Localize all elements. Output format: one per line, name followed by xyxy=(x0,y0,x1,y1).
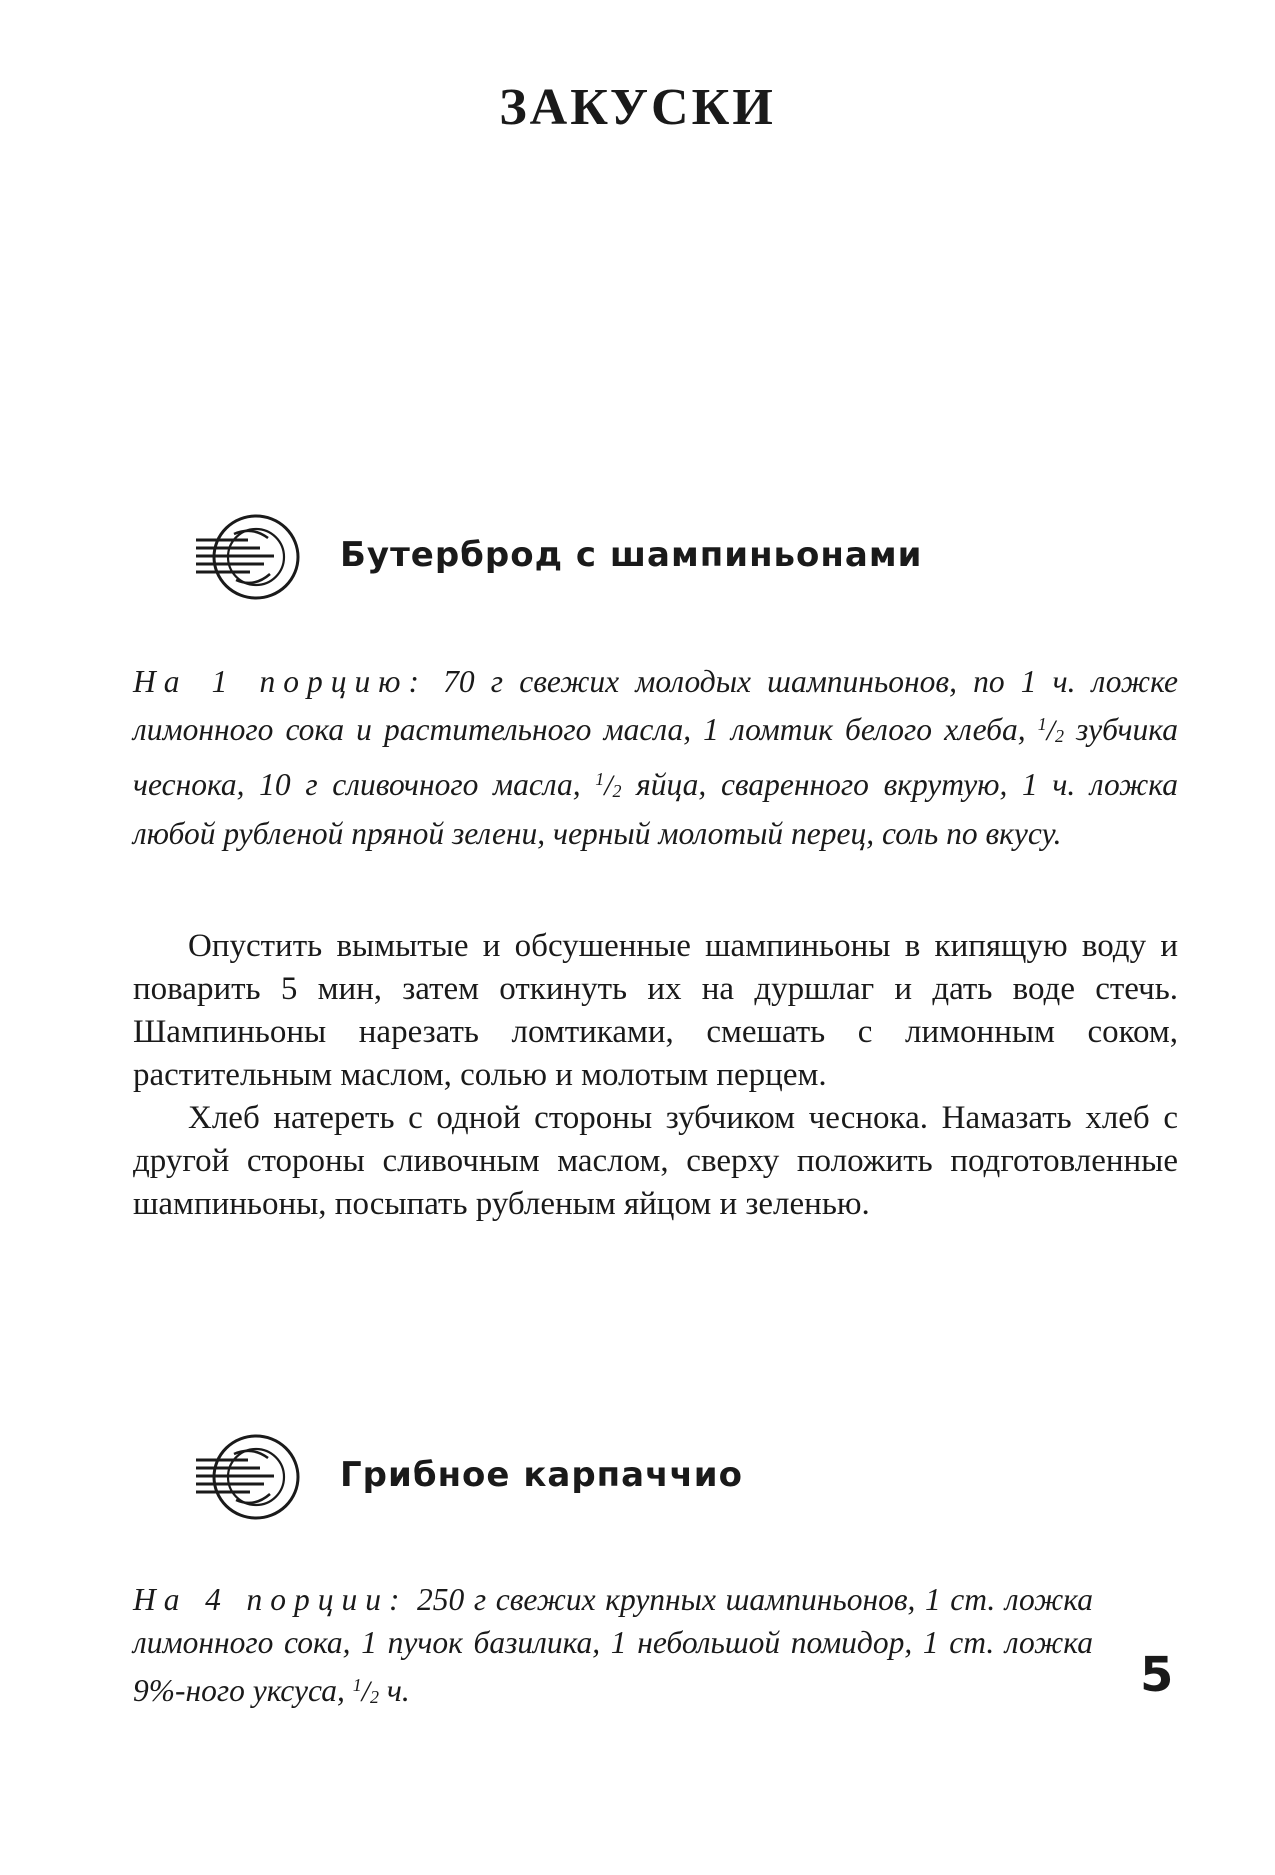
ingredients-text: ч. xyxy=(378,1672,410,1708)
ingredients-text: 250 г свежих крупных шампиньонов, 1 ст. ложка лимонного сока, 1 пучок базилика, 1 небольшой помидор, 1 ст. ложка 9%-ного уксуса, xyxy=(133,1582,1093,1708)
ingredients-text: 70 г свежих молодых шампиньонов, по 1 ч. ложке лимонного сока и растительного масла, 1 ломтик белого хлеба, xyxy=(133,664,1178,747)
recipe-heading-1 xyxy=(190,512,1150,602)
recipe-title: Грибное карпаччио xyxy=(340,1455,743,1495)
ingredients-list xyxy=(133,660,1178,855)
ingredients-list xyxy=(133,1578,1093,1719)
plate-cutlery-icon xyxy=(190,512,302,602)
method-step-1: Опустить вымытые и обсушенные шампиньоны в кипящую воду и поварить 5 мин, затем откинуть их на дуршлаг и дать воде стечь. Шампиньоны нарезать ломтиками, смешать с лимонным соком, растительным маслом, солью и молотым перцем. xyxy=(133,928,1178,1093)
plate-cutlery-icon xyxy=(190,1432,302,1522)
servings-label: На 4 порции: xyxy=(133,1582,408,1617)
page-number: 5 xyxy=(1140,1647,1174,1703)
chapter-title: ЗАКУСКИ xyxy=(499,79,776,136)
ingredients-text: зубчика чеснока, 10 г сливочного масла, xyxy=(133,711,1178,802)
method-text xyxy=(133,925,1178,1226)
fraction: $^1/_2$ xyxy=(595,768,622,802)
fraction: $^1/_2$ xyxy=(1037,713,1064,747)
recipe-heading-2 xyxy=(190,1432,1150,1522)
ingredients-text: яйца, сваренного вкрутую, 1 ч. ложка любой рубленой пряной зелени, черный молотый перец, соль по вкусу. xyxy=(133,766,1179,852)
fraction: $^1/_2$ xyxy=(352,1674,379,1708)
recipe-title: Бутерброд с шампиньонами xyxy=(340,535,923,575)
servings-label: На 1 порцию: xyxy=(133,664,427,699)
method-step-2: Хлеб натереть с одной стороны зубчиком чеснока. Намазать хлеб с другой стороны сливочным маслом, сверху положить подготовленные шампиньоны, посыпать рубленым яйцом и зеленью. xyxy=(133,1100,1178,1222)
